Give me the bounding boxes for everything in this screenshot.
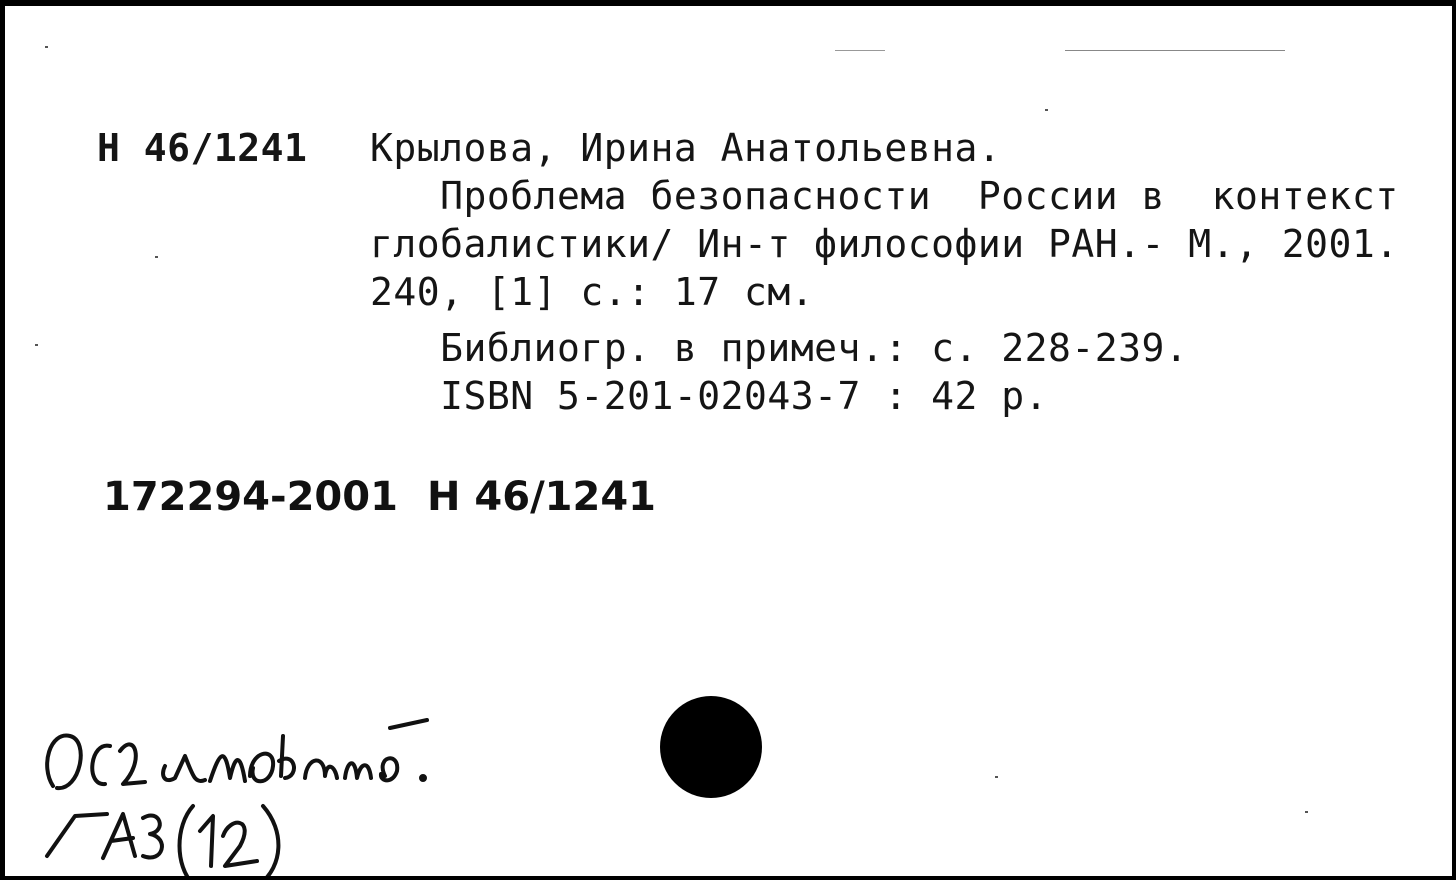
publisher-line: глобалистики/ Ин-т философии РАН.- М., 2001. <box>370 222 1399 266</box>
scan-speck <box>995 776 998 778</box>
punch-hole <box>660 696 762 798</box>
scan-streak <box>835 50 885 51</box>
author-line: Крылова, Ирина Анатольевна. <box>370 126 1002 170</box>
scan-speck <box>155 256 158 258</box>
pagination-line: 240, [1] с.: 17 см. <box>370 270 815 314</box>
call-number-stamp: Н 46/1241 <box>427 474 657 520</box>
scan-streak <box>1065 50 1285 51</box>
isbn-line: ISBN 5-201-02043-7 : 42 р. <box>370 374 1048 418</box>
call-number: Н 46/1241 <box>97 126 308 170</box>
inventory-number: 172294-2001 <box>103 474 398 520</box>
scan-speck <box>35 344 38 346</box>
bibliography-note: Библиогр. в примеч.: с. 228-239. <box>370 326 1189 370</box>
scan-speck <box>1305 811 1308 813</box>
scan-speck <box>45 46 48 48</box>
handwritten-classification <box>35 706 455 880</box>
scan-speck <box>1045 109 1048 111</box>
title-line: Проблема безопасности России в контекст <box>370 174 1399 218</box>
